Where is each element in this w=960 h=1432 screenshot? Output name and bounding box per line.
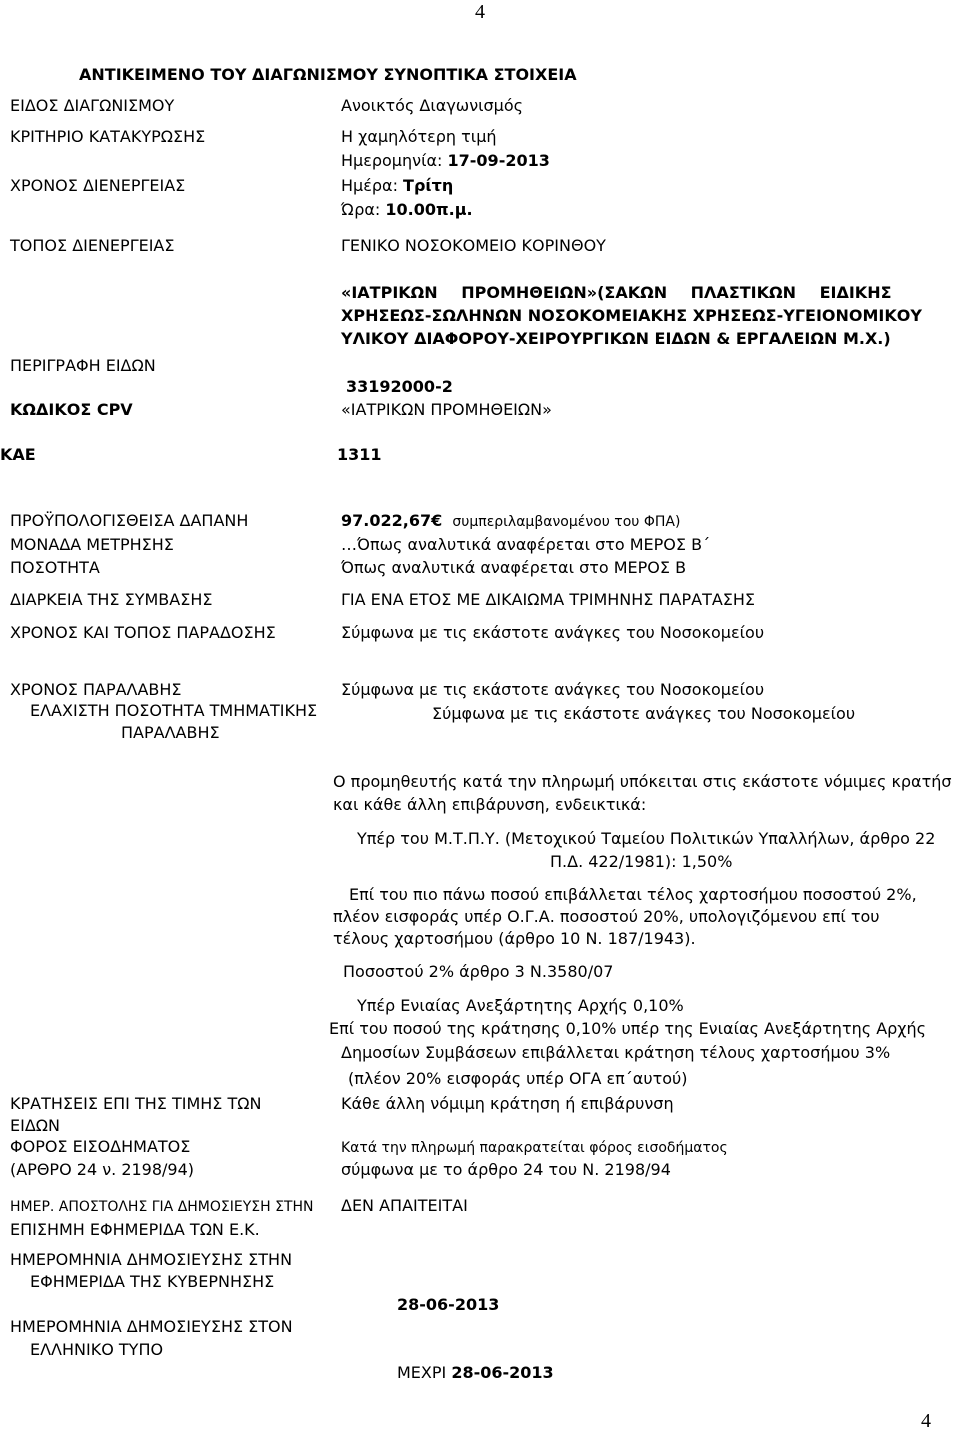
gazette-send-value: ΔΕΝ ΑΠΑΙΤΕΙΤΑΙ [341,1196,468,1215]
gazette-send-label-line-1: ΗΜΕΡ. ΑΠΟΣΤΟΛΗΣ ΓΙΑ ΔΗΜΟΣΙΕΥΣΗ ΣΤΗΝ [10,1199,314,1215]
budget-amount: 97.022,67 [341,511,432,530]
kae-value: 1311 [337,445,382,464]
cpv-code: 33192000-2 [346,377,453,396]
duration-value: ΓΙΑ ΕΝΑ ΕΤΟΣ ΜΕ ΔΙΚΑΙΩΜΑ ΤΡΙΜΗΝΗΣ ΠΑΡΑΤΑΣΗΣ [341,590,756,609]
description-line-3: ΥΛΙΚΟΥ ΔΙΑΦΟΡΟΥ-ΧΕΙΡΟΥΡΓΙΚΩΝ ΕΙΔΩΝ & ΕΡΓΑΛΕΙΩΝ Μ.Χ.) [341,329,891,348]
withholdings-intro-line-2: και κάθε άλλη επιβάρυνση, ενδεικτικά: [333,795,647,814]
tender-place-label: ΤΟΠΟΣ ΔΙΕΝΕΡΓΕΙΑΣ [10,236,175,255]
page-number-bottom: 4 [921,1410,931,1432]
withholding-authority-line-4: (πλέον 20% εισφοράς υπέρ ΟΓΑ επ΄αυτού) [348,1069,688,1088]
withholding-percentage: Ποσοστού 2% άρθρο 3 Ν.3580/07 [343,962,614,981]
press-value-prefix: ΜΕΧΡΙ [397,1363,447,1382]
withholding-tpy-line-1: Υπέρ του Μ.Τ.Π.Υ. (Μετοχικού Ταμείου Πολιτικών Υπαλλήλων, άρθρο 22 [357,829,936,848]
tender-hour-prefix: Ώρα: [341,200,381,219]
tender-hour [341,200,473,220]
gazette-send-label-line-2: ΕΠΙΣΗΜΗ ΕΦΗΜΕΡΙΔΑ ΤΩΝ Ε.Κ. [10,1220,260,1239]
quantity-value: Όπως αναλυτικά αναφέρεται στο ΜΕΡΟΣ Β [341,558,687,577]
page-title: ΑΝΤΙΚΕΙΜΕΝΟ ΤΟΥ ΔΙΑΓΩΝΙΣΜΟΥ ΣΥΝΟΠΤΙΚΑ ΣΤΟΙΧΕΙΑ [79,65,577,84]
withholdings-label-line-1: ΚΡΑΤΗΣΕΙΣ ΕΠΙ ΤΗΣ ΤΙΜΗΣ ΤΩΝ [10,1094,262,1113]
withholding-authority-line-3: Δημοσίων Συμβάσεων επιβάλλεται κράτηση τέλους χαρτοσήμου 3% [341,1043,891,1062]
award-criterion-value: Η χαμηλότερη τιμή [341,127,497,146]
tender-day-value: Τρίτη [403,176,454,195]
tender-date-prefix: Ημερομηνία: [341,151,443,170]
description-label: ΠΕΡΙΓΡΑΦΗ ΕΙΔΩΝ [10,356,156,375]
withholdings-intro-line-1: Ο προμηθευτής κατά την πληρωμή υπόκειται στις εκάστοτε νόμιμες κρατήσ [333,772,952,791]
cpv-label: ΚΩΔΙΚΟΣ CPV [10,400,133,419]
tender-day-prefix: Ημέρα: [341,176,398,195]
tender-date [341,151,550,171]
min-quantity-value: Σύμφωνα με τις εκάστοτε ανάγκες του Νοσοκομείου [432,704,856,723]
euro-icon: € [431,511,443,530]
award-criterion-label: ΚΡΙΤΗΡΙΟ ΚΑΤΑΚΥΡΩΣΗΣ [10,127,206,146]
income-tax-value-line-1: Κατά την πληρωμή παρακρατείται φόρος εισοδήματος [341,1140,728,1156]
income-tax-value-line-2: σύμφωνα με το άρθρο 24 του Ν. 2198/94 [341,1160,671,1179]
withholding-stamp-line-3: τέλους χαρτοσήμου (άρθρο 10 Ν. 187/1943). [333,929,696,948]
gov-gazette-label-line-2: ΕΦΗΜΕΡΙΔΑ ΤΗΣ ΚΥΒΕΡΝΗΣΗΣ [30,1272,275,1291]
duration-label: ΔΙΑΡΚΕΙΑ ΤΗΣ ΣΥΜΒΑΣΗΣ [10,590,213,609]
budget-note: συμπεριλαμβανομένου του ΦΠΑ) [452,514,681,530]
tender-type-value: Ανοικτός Διαγωνισμός [341,96,524,115]
withholdings-label-line-2: ΕΙΔΩΝ [10,1116,60,1135]
withholding-tpy-line-2: Π.Δ. 422/1981): 1,50% [550,852,733,871]
receipt-label: ΧΡΟΝΟΣ ΠΑΡΑΛΑΒΗΣ [10,680,182,699]
withholding-authority-line-1: Υπέρ Ενιαίας Ανεξάρτητης Αρχής 0,10% [357,996,684,1015]
receipt-value: Σύμφωνα με τις εκάστοτε ανάγκες του Νοσοκομείου [341,680,765,699]
tender-hour-value: 10.00π.μ. [385,200,473,219]
press-label-line-2: ΕΛΛΗΝΙΚΟ ΤΥΠΟ [30,1340,164,1359]
min-quantity-label-line-1: ΕΛΑΧΙΣΤΗ ΠΟΣΟΤΗΤΑ ΤΜΗΜΑΤΙΚΗΣ [30,701,318,720]
tender-place-value: ΓΕΝΙΚΟ ΝΟΣΟΚΟΜΕΙΟ ΚΟΡΙΝΘΟΥ [341,236,606,255]
withholding-other: Κάθε άλλη νόμιμη κράτηση ή επιβάρυνση [341,1094,674,1113]
page-number-top: 4 [475,1,485,23]
unit-value: …Όπως αναλυτικά αναφέρεται στο ΜΕΡΟΣ Β΄ [341,535,711,554]
tender-time-label: ΧΡΟΝΟΣ ΔΙΕΝΕΡΓΕΙΑΣ [10,176,186,195]
press-label-line-1: ΗΜΕΡΟΜΗΝΙΑ ΔΗΜΟΣΙΕΥΣΗΣ ΣΤΟΝ [10,1317,293,1336]
income-tax-label-line-1: ΦΟΡΟΣ ΕΙΣΟΔΗΜΑΤΟΣ [10,1137,191,1156]
unit-label: ΜΟΝΑΔΑ ΜΕΤΡΗΣΗΣ [10,535,174,554]
withholding-stamp-line-2: πλέον εισφοράς υπέρ Ο.Γ.Α. ποσοστού 20%, υπολογιζόμενου επί του [333,907,880,926]
withholding-stamp-line-1: Επί του πιο πάνω ποσού επιβάλλεται τέλος χαρτοσήμου ποσοστού 2%, [349,885,917,904]
income-tax-label-line-2: (ΑΡΘΡΟ 24 ν. 2198/94) [10,1160,195,1179]
cpv-name: «ΙΑΤΡΙΚΩΝ ΠΡΟΜΗΘΕΙΩΝ» [341,400,552,419]
withholding-authority-line-2: Επί του ποσού της κράτησης 0,10% υπέρ της Ενιαίας Ανεξάρτητης Αρχής [329,1019,927,1038]
description-line-2: ΧΡΗΣΕΩΣ-ΣΩΛΗΝΩΝ ΝΟΣΟΚΟΜΕΙΑΚΗΣ ΧΡΗΣΕΩΣ-ΥΓΕΙΟΝΟΜΙΚΟΥ [341,306,922,325]
delivery-label: ΧΡΟΝΟΣ ΚΑΙ ΤΟΠΟΣ ΠΑΡΑΔΟΣΗΣ [10,623,276,642]
tender-date-value: 17-09-2013 [447,151,550,170]
quantity-label: ΠΟΣΟΤΗΤΑ [10,558,100,577]
budget-value [341,511,680,532]
tender-day [341,176,453,196]
gov-gazette-label-line-1: ΗΜΕΡΟΜΗΝΙΑ ΔΗΜΟΣΙΕΥΣΗΣ ΣΤΗΝ [10,1250,293,1269]
tender-type-label: ΕΙΔΟΣ ΔΙΑΓΩΝΙΣΜΟΥ [10,96,175,115]
delivery-value: Σύμφωνα με τις εκάστοτε ανάγκες του Νοσοκομείου [341,623,765,642]
gov-gazette-date: 28-06-2013 [397,1295,500,1314]
kae-label: ΚΑΕ [0,445,36,464]
min-quantity-label-line-2: ΠΑΡΑΛΑΒΗΣ [121,723,220,742]
press-date: 28-06-2013 [451,1363,554,1382]
press-value [397,1363,554,1383]
budget-label: ΠΡΟΫΠΟΛΟΓΙΣΘΕΙΣΑ ΔΑΠΑΝΗ [10,511,249,530]
description-line-1: «ΙΑΤΡΙΚΩΝ ΠΡΟΜΗΘΕΙΩΝ»(ΣΑΚΩΝ ΠΛΑΣΤΙΚΩΝ ΕΙΔΙΚΗΣ [341,283,892,302]
